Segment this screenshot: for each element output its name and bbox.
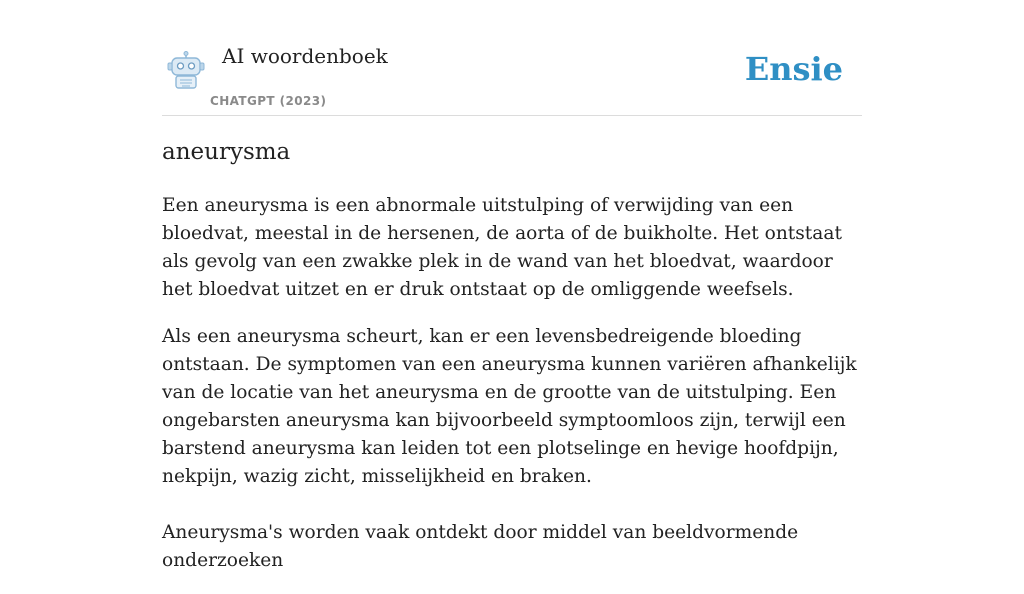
- definition-paragraph: Aneurysma's worden vaak ontdekt door middel van beeldvormende onderzoeken: [162, 522, 799, 571]
- source-header: [162, 0, 862, 116]
- definition-paragraph: Als een aneurysma scheurt, kan er een levensbedreigende bloeding ontstaan. De symptomen van een aneurysma kunnen variëren afhankelijk van de locatie van het aneurysma en de grootte van de uitstulping. Een ongebarsten aneurysma kan bijvoorbeeld symptoomloos zijn, terwijl een barstend aneurysma kan leiden tot een plotselinge en hevige hoofdpijn, nekpijn, wazig zicht, misselijkheid en braken.: [162, 326, 857, 487]
- entry-term: aneurysma: [162, 139, 291, 165]
- source-title: AI woordenboek: [222, 44, 388, 68]
- source-subtitle: CHATGPT (2023): [210, 94, 327, 108]
- entry-definition: [162, 192, 862, 594]
- ensie-logo-link[interactable]: Ensie: [744, 50, 843, 88]
- robot-icon: [166, 51, 206, 89]
- definition-paragraph: Een aneurysma is een abnormale uitstulping of verwijding van een bloedvat, meestal in de hersenen, de aorta of de buikholte. Het ontstaat als gevolg van een zwakke plek in de wand van het bloedvat, waardoor het bloedvat uitzet en er druk ontstaat op de omliggende weefsels.: [162, 195, 842, 300]
- page: [162, 0, 862, 571]
